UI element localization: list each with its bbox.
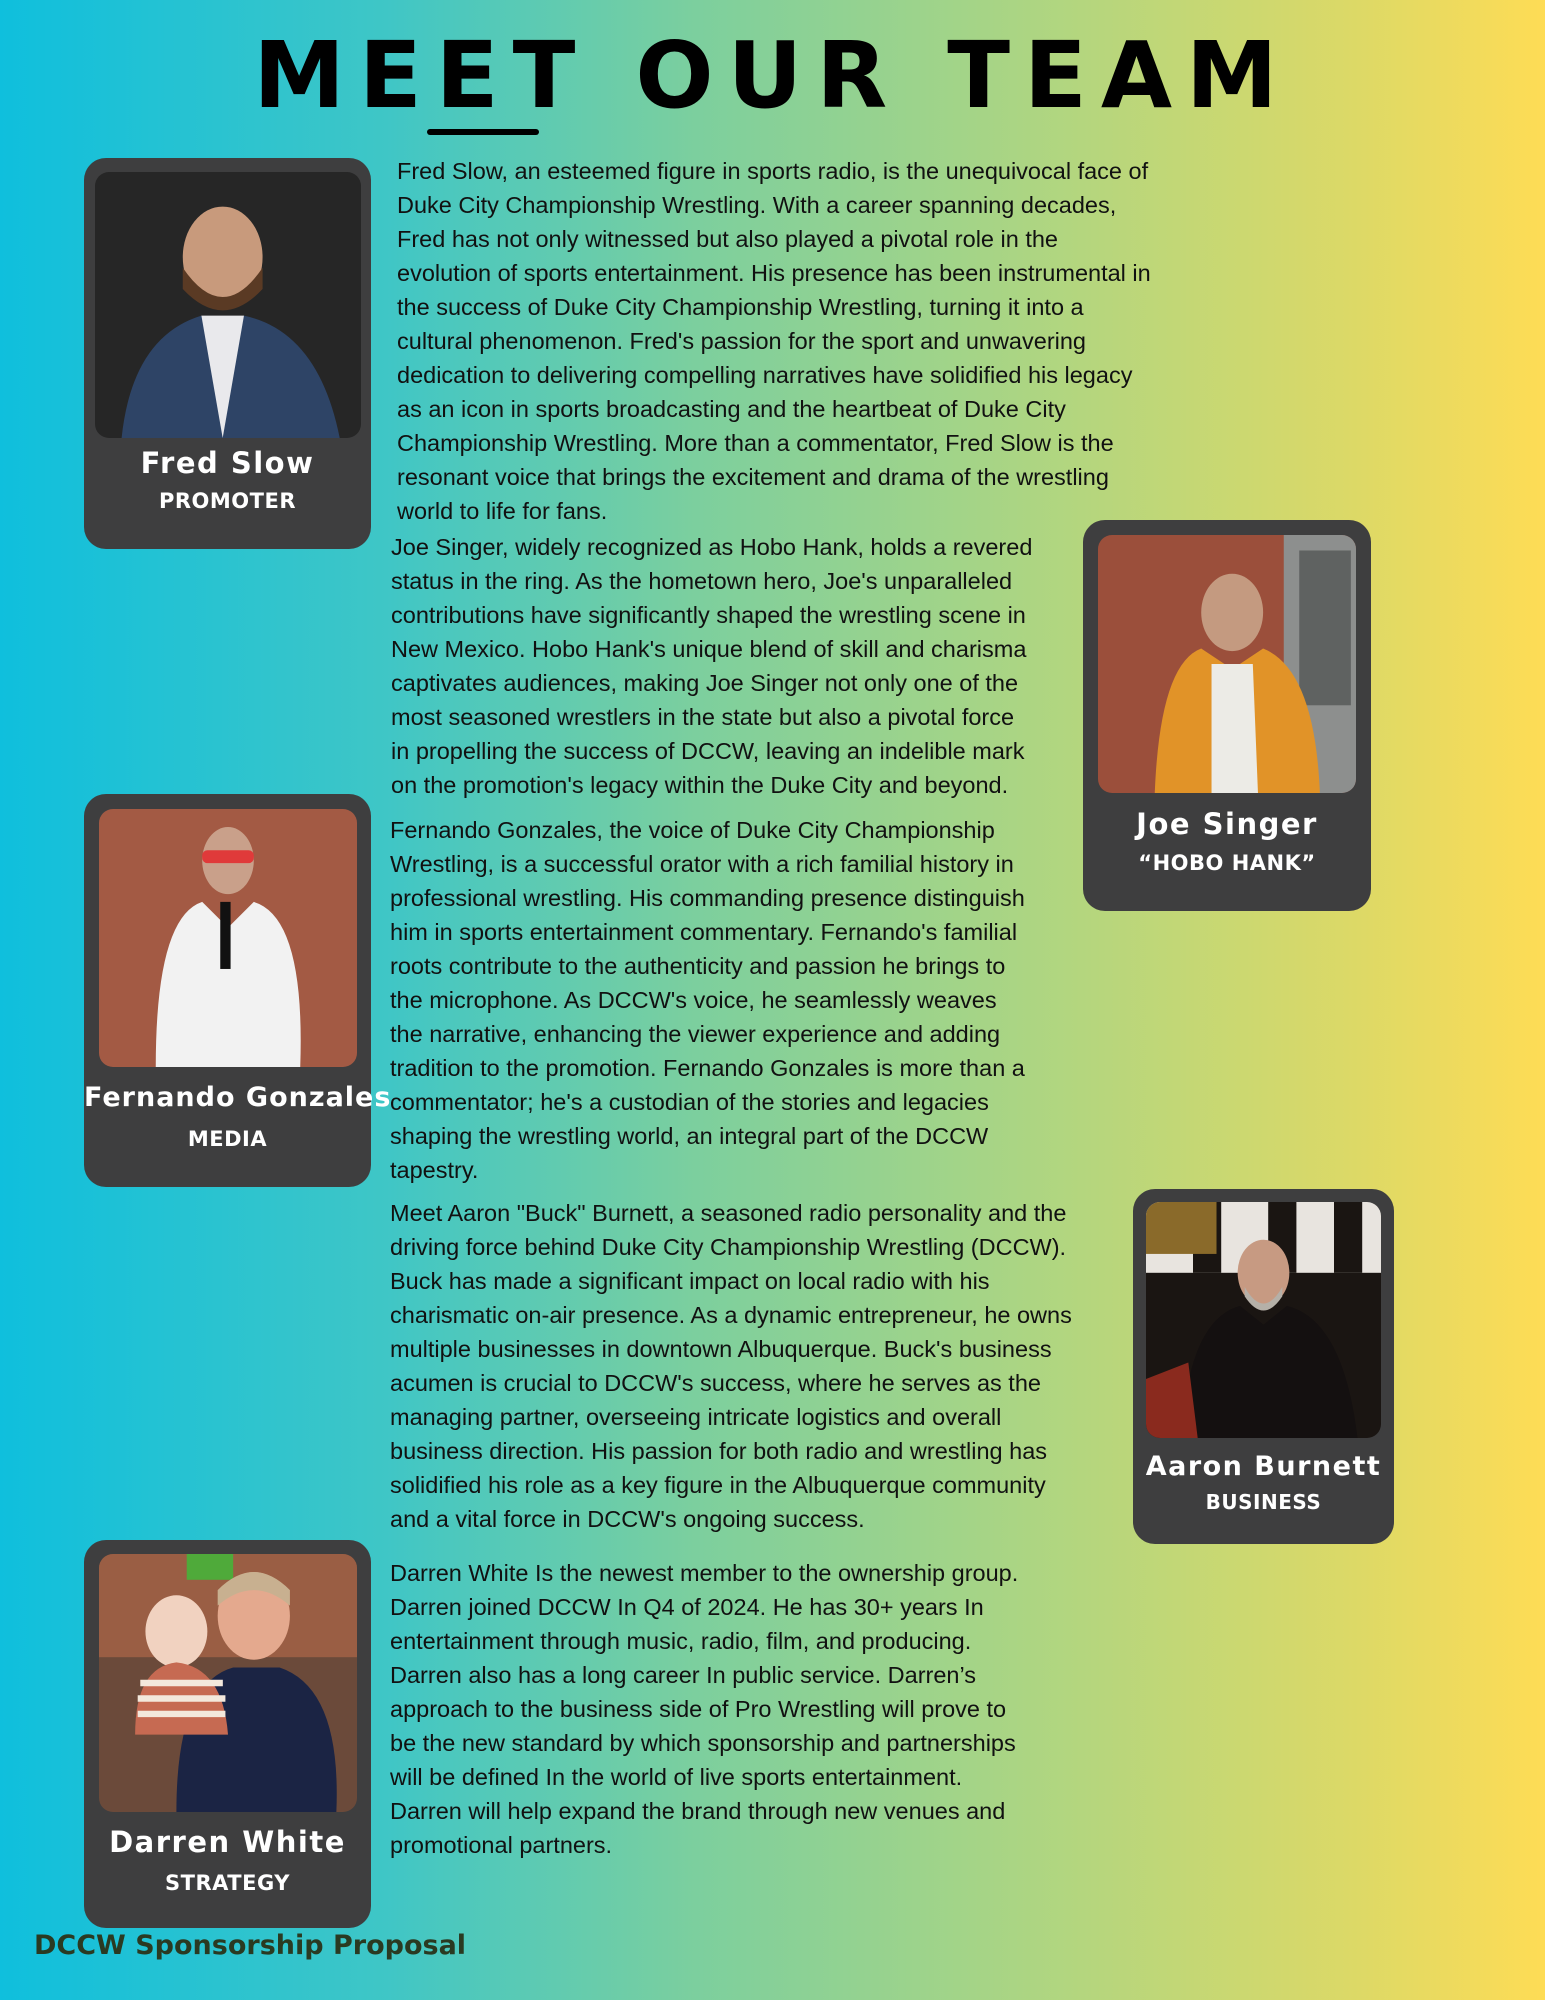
member-role: BUSINESS: [1205, 1490, 1322, 1514]
bio-darren-white: Darren White Is the newest member to the ownership group. Darren joined DCCW In Q4 of 2024. He has 30+ years In entertainment through music, radio, film, and producing. Darren also has a long career In public service. Darren’s approach to the business side of Pro Wrestling will prove to be the new standard by which sponsorship and partnerships will be defined In the world of live sports entertainment. Darren will help expand the brand through new venues and promotional partners.: [390, 1560, 1019, 1858]
team-card-aaron-burnett: [1133, 1189, 1394, 1544]
member-name: Fred Slow: [140, 446, 315, 480]
member-name: Fernando Gonzales: [84, 1082, 392, 1113]
fred-slow-photo: [95, 172, 361, 438]
team-card-darren-white: [84, 1540, 371, 1928]
team-card-fernando-gonzales: [84, 794, 392, 1187]
bio-fernando-gonzales: Fernando Gonzales, the voice of Duke City Championship Wrestling, is a successful orator with a rich familial history in professional wrestling. His commanding presence distinguish him in sports entertainment commentary. Fernando's familial roots contribute to the authenticity and passion he brings to the microphone. As DCCW's voice, he seamlessly weaves the narrative, enhancing the viewer experience and adding tradition to the promotion. Fernando Gonzales is more than a commentator; he's a custodian of the stories and legacies shaping the wrestling world, an integral part of the DCCW tapestry.: [390, 817, 1025, 1183]
member-role: MEDIA: [187, 1127, 268, 1151]
footer-label: DCCW Sponsorship Proposal: [34, 1930, 467, 1961]
person-photo-icon: [99, 809, 357, 1067]
joe-singer-photo: [1098, 535, 1356, 793]
member-name: Darren White: [109, 1825, 346, 1859]
member-role: PROMOTER: [158, 489, 296, 513]
title-underline: [427, 129, 539, 135]
darren-white-photo: [99, 1554, 357, 1812]
aaron-burnett-photo: [1146, 1202, 1381, 1438]
member-name: Joe Singer: [1136, 807, 1318, 841]
member-role: “HOBO HANK”: [1138, 851, 1316, 875]
person-photo-icon: [99, 1554, 357, 1812]
team-card-joe-singer: [1083, 520, 1371, 911]
person-photo-icon: [95, 172, 361, 438]
bio-fred-slow: Fred Slow, an esteemed figure in sports radio, is the unequivocal face of Duke City Championship Wrestling. With a career spanning decades, Fred has not only witnessed but also played a pivotal role in the evolution of sports entertainment. His presence has been instrumental in the success of Duke City Championship Wrestling, turning it into a cultural phenomenon. Fred's passion for the sport and unwavering dedication to delivering compelling narratives have solidified his legacy as an icon in sports broadcasting and the heartbeat of Duke City Championship Wrestling. More than a commentator, Fred Slow is the resonant voice that brings the excitement and drama of the wrestling world to life for fans.: [397, 158, 1151, 524]
fernando-gonzales-photo: [99, 809, 357, 1067]
bio-aaron-burnett: Meet Aaron "Buck" Burnett, a seasoned radio personality and the driving force behind Duke City Championship Wrestling (DCCW). Buck has made a significant impact on local radio with his charismatic on-air presence. As a dynamic entrepreneur, he owns multiple businesses in downtown Albuquerque. Buck's business acumen is crucial to DCCW's success, where he serves as the managing partner, overseeing intricate logistics and overall business direction. His passion for both radio and wrestling has solidified his role as a key figure in the Albuquerque community and a vital force in DCCW's ongoing success.: [390, 1200, 1072, 1532]
person-photo-icon: [1146, 1202, 1381, 1438]
member-role: STRATEGY: [165, 1871, 290, 1895]
member-name: Aaron Burnett: [1145, 1451, 1382, 1482]
team-card-fred-slow: [84, 158, 371, 549]
bio-joe-singer: Joe Singer, widely recognized as Hobo Hank, holds a revered status in the ring. As the hometown hero, Joe's unparalleled contributions have significantly shaped the wrestling scene in New Mexico. Hobo Hank's unique blend of skill and charisma captivates audiences, making Joe Singer not only one of the most seasoned wrestlers in the state but also a pivotal force in propelling the success of DCCW, leaving an indelible mark on the promotion's legacy within the Duke City and beyond.: [391, 534, 1033, 798]
person-photo-icon: [1098, 535, 1356, 793]
page-title: MEET OUR TEAM: [253, 22, 1292, 129]
